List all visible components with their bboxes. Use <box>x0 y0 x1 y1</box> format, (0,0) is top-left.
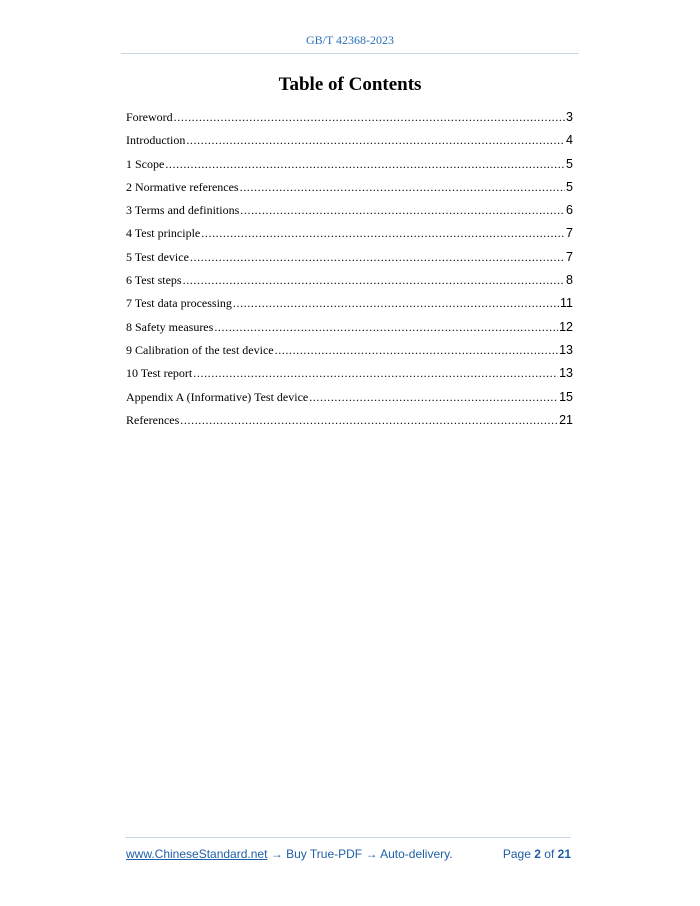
toc-entry-label: 7 Test data processing <box>126 296 232 311</box>
toc-entry-page: 12 <box>559 319 573 334</box>
toc-entry-page: 7 <box>566 226 573 241</box>
website-link[interactable]: www.ChineseStandard.net <box>126 847 268 861</box>
toc-entry-scope[interactable] <box>126 156 573 179</box>
toc-entry-page: 4 <box>566 133 573 148</box>
toc-entry-label: Introduction <box>126 133 186 148</box>
toc-entry-normative-references[interactable] <box>126 179 573 202</box>
dot-leader <box>186 132 565 148</box>
toc-list <box>126 109 573 435</box>
toc-entry-label: 3 Terms and definitions <box>126 203 240 218</box>
toc-entry-page: 5 <box>566 156 573 171</box>
dot-leader <box>190 249 565 265</box>
toc-entry-label: Foreword <box>126 110 173 124</box>
footer-promo-text: → Buy True-PDF → Auto-delivery. <box>267 847 453 861</box>
toc-entry-test-device[interactable] <box>126 249 573 272</box>
toc-entry-label: 4 Test principle <box>126 226 201 241</box>
dot-leader <box>193 365 558 381</box>
toc-entry-test-principle[interactable] <box>126 225 573 248</box>
toc-entry-label: 10 Test report <box>126 366 193 381</box>
dot-leader <box>183 272 565 288</box>
toc-entry-test-report[interactable] <box>126 365 573 388</box>
toc-entry-label: 2 Normative references <box>126 179 239 194</box>
dot-leader <box>240 179 565 195</box>
standard-code-header: GB/T 42368-2023 <box>305 33 395 47</box>
dot-leader <box>165 156 565 172</box>
dot-leader <box>233 295 559 311</box>
dot-leader <box>180 412 558 428</box>
footer-promo <box>126 847 453 861</box>
toc-entry-page: 5 <box>566 179 573 194</box>
toc-entry-label: 1 Scope <box>126 156 165 171</box>
toc-entry-test-steps[interactable] <box>126 272 573 295</box>
toc-entry-page: 7 <box>566 249 573 264</box>
toc-entry-label: 5 Test device <box>126 249 189 264</box>
toc-entry-label: References <box>126 412 180 427</box>
toc-entry-page: 8 <box>566 273 573 288</box>
toc-entry-page: 3 <box>566 110 573 124</box>
toc-entry-test-data-processing[interactable] <box>126 295 573 318</box>
toc-entry-page: 13 <box>559 366 573 381</box>
toc-entry-foreword[interactable] <box>126 109 573 132</box>
dot-leader <box>240 202 565 218</box>
toc-entry-label: 6 Test steps <box>126 273 182 288</box>
toc-entry-label: Appendix A (Informative) Test device <box>126 389 309 404</box>
page-prefix: Page <box>502 847 531 861</box>
toc-entry-introduction[interactable] <box>126 132 573 155</box>
footer-divider <box>125 837 571 838</box>
page-current: 2 <box>534 847 541 861</box>
toc-entry-page: 21 <box>559 412 573 427</box>
page-title: Table of Contents <box>278 74 422 95</box>
dot-leader <box>214 319 558 335</box>
toc-entry-terms-and-definitions[interactable] <box>126 202 573 225</box>
toc-entry-safety-measures[interactable] <box>126 319 573 342</box>
toc-entry-page: 15 <box>559 389 573 404</box>
dot-leader <box>201 225 565 241</box>
page-footer <box>126 847 571 863</box>
toc-entry-label: 8 Safety measures <box>126 319 214 334</box>
page-of: of <box>544 847 555 861</box>
dot-leader <box>174 109 565 125</box>
toc-entry-page: 11 <box>560 296 573 311</box>
toc-entry-appendix-a[interactable] <box>126 389 573 412</box>
toc-entry-page: 13 <box>559 342 573 357</box>
dot-leader <box>275 342 558 358</box>
page-total: 21 <box>557 847 571 861</box>
toc-entry-calibration[interactable] <box>126 342 573 365</box>
toc-entry-label: 9 Calibration of the test device <box>126 342 274 357</box>
toc-entry-page: 6 <box>566 203 573 218</box>
page-number <box>503 847 571 861</box>
header-divider <box>121 53 579 54</box>
toc-entry-references[interactable] <box>126 412 573 435</box>
dot-leader <box>309 389 558 405</box>
